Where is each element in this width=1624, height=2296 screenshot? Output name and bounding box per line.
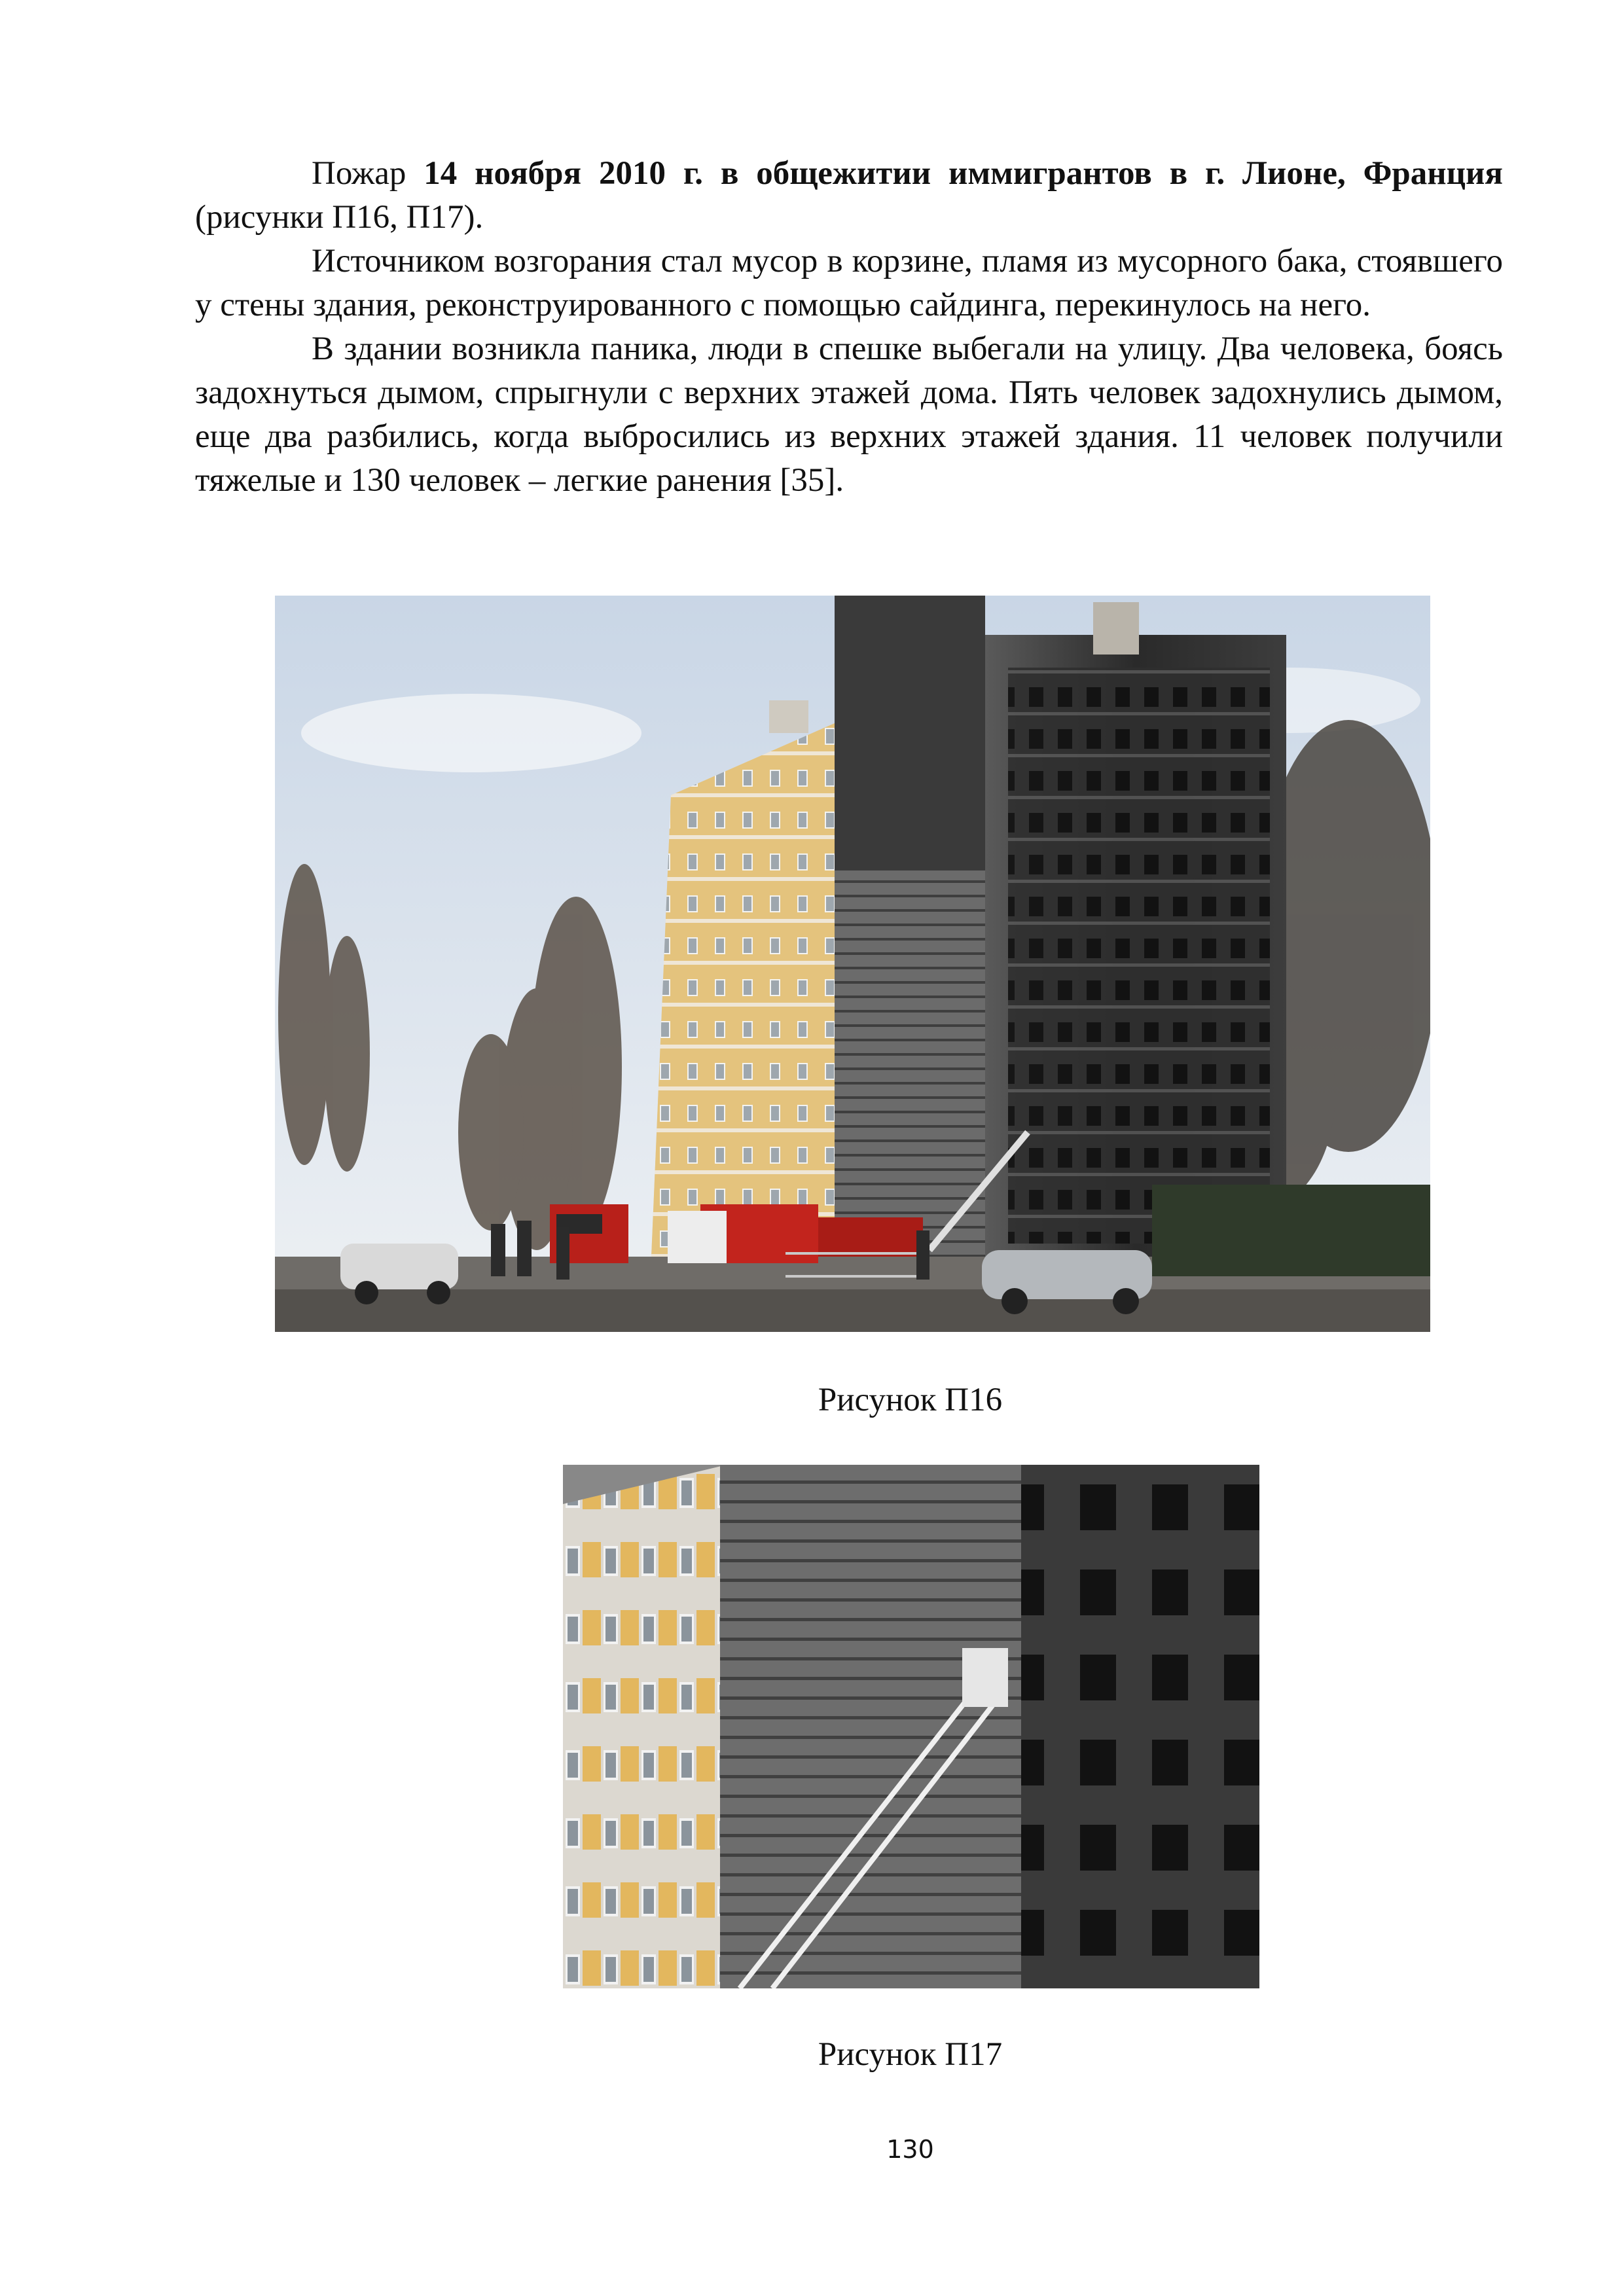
paragraph-3: В здании возникла паника, люди в спешке выбегали на улицу. Два человека, боясь задохнуться дымом, спрыгнули с верхних этажей дома. Пять человек задохнулись дымом, еще два разбились, когда выбросились из верхних этажей здания. 11 человек получили тяжелые и 130 человек – легкие ранения [35]. [195, 331, 1503, 499]
paragraph-1-bold: 14 ноября 2010 г. в общежитии иммигрантов в г. Лионе, Франция [424, 155, 1503, 192]
figure-p16-photo [275, 596, 1430, 1332]
paragraph-1-end: (рисунки П16, П17). [195, 199, 484, 236]
body-text [195, 152, 1503, 503]
paragraph-1-start: Пожар [312, 155, 424, 192]
paragraph-1 [195, 152, 1503, 240]
figure-p17-caption: Рисунок П17 [818, 2036, 1003, 2073]
figure-p17-photo [563, 1465, 1259, 1988]
figure-p16-caption: Рисунок П16 [818, 1382, 1003, 1418]
paragraph-2: Источником возгорания стал мусор в корзине, пламя из мусорного бака, стоявшего у стены здания, реконструированного с помощью сайдинга, перекинулось на него. [195, 243, 1503, 323]
page-number: 130 [886, 2135, 934, 2164]
